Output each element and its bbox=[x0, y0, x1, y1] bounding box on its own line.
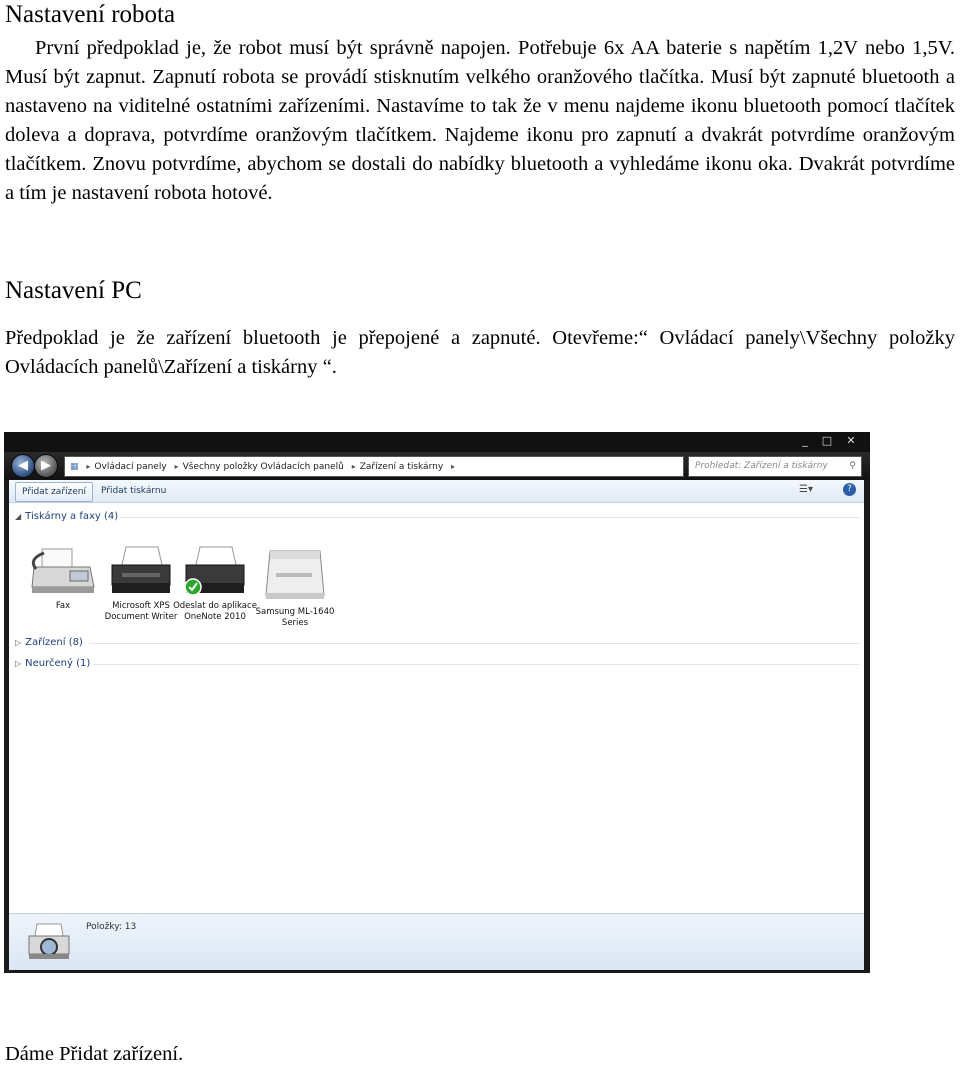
group-unspecified[interactable]: ▷ Neurčený (1) bbox=[15, 658, 91, 669]
printer-camera-icon bbox=[27, 922, 71, 962]
printer-icon bbox=[108, 545, 174, 597]
address-bar[interactable]: ▦ ▸ Ovládací panely ▸ Všechny položky Ovládacích panelů ▸ Zařízení a tiskárny ▸ bbox=[64, 456, 684, 477]
add-printer-button[interactable]: Přidat tiskárnu bbox=[101, 486, 167, 496]
device-fax[interactable]: Fax bbox=[21, 545, 105, 612]
device-xps-writer[interactable]: Microsoft XPS Document Writer bbox=[99, 545, 183, 622]
breadcrumb-devices-printers[interactable]: Zařízení a tiskárny bbox=[359, 462, 444, 472]
minimize-button[interactable]: _ bbox=[802, 434, 808, 447]
forward-arrow-icon[interactable]: ▶ bbox=[34, 454, 58, 478]
search-input[interactable]: Prohledat: Zařízení a tiskárny ⚲ bbox=[688, 456, 862, 477]
folder-icon: ▦ bbox=[70, 462, 79, 472]
search-icon: ⚲ bbox=[849, 461, 856, 471]
maximize-button[interactable]: □ bbox=[821, 434, 833, 447]
footer-text: Dáme Přidat zařízení. bbox=[5, 1043, 184, 1065]
pc-setup-paragraph: Předpoklad je že zařízení bluetooth je přepojené a zapnuté. Otevřeme:“ Ovládací panely\Všechny položky Ovládacích panelů\Zařízení a tiskárny “. bbox=[5, 327, 955, 378]
group-printers[interactable]: ◢ Tiskárny a faxy (4) bbox=[15, 511, 119, 522]
device-samsung[interactable]: Samsung ML-1640 Series bbox=[253, 545, 337, 628]
close-button[interactable]: ✕ bbox=[846, 434, 856, 447]
window-titlebar bbox=[4, 432, 870, 452]
robot-setup-text: První předpoklad je, že robot musí být správně napojen. Potřebuje 6x AA baterie s napětím 1,2V nebo 1,5V. Musí být zapnut. Zapnutí robota se provádí stisknutím velkého oranžového tlačítka. Musí být zapnuté bluetooth a nastaveno na viditelné ostatními zařízeními. Nastavíme to tak že v menu najdeme ikonu bluetooth pomocí tlačítek doleva a doprava, potvrdíme oranžovým tlačítkem. Najdeme ikonu pro zapnutí a dvakrát potvrdíme oranžovým tlačítkem. Znovu potvrdíme, abychom se dostali do nabídky bluetooth a vyhledáme ikonu oka. Dvakrát potvrdíme a tím je nastavení robota hotové. bbox=[5, 37, 955, 204]
view-options-icon[interactable]: ☰▾ bbox=[799, 484, 813, 495]
item-count: Položky: 13 bbox=[86, 922, 137, 932]
devices-and-printers-screenshot bbox=[4, 432, 870, 973]
breadcrumb-control-panel[interactable]: Ovládací panely bbox=[94, 462, 167, 472]
group-devices[interactable]: ▷ Zařízení (8) bbox=[15, 637, 83, 648]
breadcrumb-all-items[interactable]: Všechny položky Ovládacích panelů bbox=[182, 462, 344, 472]
back-arrow-icon[interactable]: ◀ bbox=[11, 454, 35, 478]
add-device-button[interactable]: Přidat zařízení bbox=[15, 482, 93, 502]
laser-printer-icon bbox=[262, 545, 328, 603]
fax-icon bbox=[30, 545, 96, 597]
printer-default-icon bbox=[182, 545, 248, 597]
section-heading-pc: Nastavení PC bbox=[5, 277, 142, 304]
toolbar bbox=[9, 480, 864, 503]
section-heading-robot: Nastavení robota bbox=[5, 1, 176, 28]
status-bar bbox=[9, 913, 864, 970]
content-area bbox=[9, 503, 864, 913]
address-row bbox=[4, 452, 870, 480]
robot-setup-paragraph bbox=[5, 34, 955, 208]
help-icon[interactable]: ? bbox=[843, 483, 856, 496]
device-onenote[interactable]: Odeslat do aplikace OneNote 2010 bbox=[173, 545, 257, 622]
